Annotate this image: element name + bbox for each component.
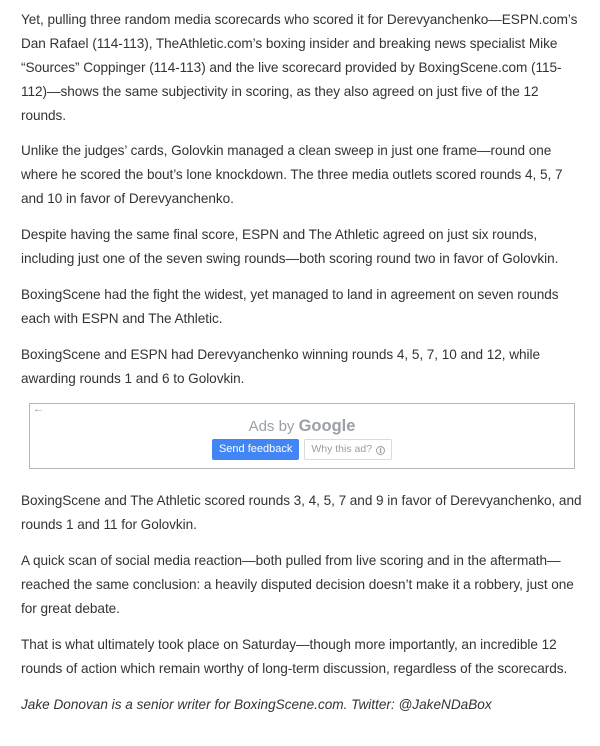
article-body <box>21 8 587 717</box>
author-byline: Jake Donovan is a senior writer for BoxingScene.com. Twitter: @JakeNDaBox <box>21 697 492 712</box>
google-ad-feedback-box <box>29 403 575 469</box>
article-paragraph: BoxingScene had the fight the widest, yet managed to land in agreement on seven rounds each with ESPN and The Athletic. <box>21 287 559 326</box>
send-feedback-button[interactable]: Send feedback <box>212 439 299 460</box>
article-paragraph: BoxingScene and ESPN had Derevyanchenko winning rounds 4, 5, 7, 10 and 12, while awarding rounds 1 and 6 to Golovkin. <box>21 347 540 386</box>
article-paragraph: A quick scan of social media reaction—both pulled from live scoring and in the aftermath—reached the same conclusion: a heavily disputed decision doesn’t make it a robbery, just one for great debate. <box>21 553 574 616</box>
google-logo-text: Google <box>298 417 356 435</box>
info-icon: i <box>376 446 385 455</box>
ad-button-row <box>30 439 574 460</box>
article-paragraph: Yet, pulling three random media scorecards who scored it for Derevyanchenko—ESPN.com’s Dan Rafael (114-113), TheAthletic.com’s boxing insider and breaking news specialist Mike “Sources” Coppinger (114-113) and the live scorecard provided by BoxingScene.com (115-112)—shows the same subjectivity in scoring, as they also agreed on just five of the 12 rounds. <box>21 12 578 123</box>
article-paragraph: BoxingScene and The Athletic scored rounds 3, 4, 5, 7 and 9 in favor of Derevyanchenko, and rounds 1 and 11 for Golovkin. <box>21 493 582 532</box>
ads-by-text: Ads by <box>248 418 295 435</box>
article-paragraph: Despite having the same final score, ESPN and The Athletic agreed on just six rounds, including just one of the seven swing rounds—both scoring round two in favor of Golovkin. <box>21 227 559 266</box>
article-paragraph: That is what ultimately took place on Saturday—though more importantly, an incredible 12 rounds of action which remain worthy of long-term discussion, regardless of the scorecards. <box>21 637 568 676</box>
ads-by-google-label <box>30 417 574 436</box>
back-arrow-icon[interactable]: ← <box>33 403 44 415</box>
why-this-ad-button[interactable] <box>304 439 392 460</box>
article-paragraph: Unlike the judges’ cards, Golovkin managed a clean sweep in just one frame—round one where he scored the bout’s lone knockdown. The three media outlets scored rounds 4, 5, 7 and 10 in favor of Derevyanchenko. <box>21 143 563 206</box>
why-this-ad-label: Why this ad? <box>311 443 373 455</box>
